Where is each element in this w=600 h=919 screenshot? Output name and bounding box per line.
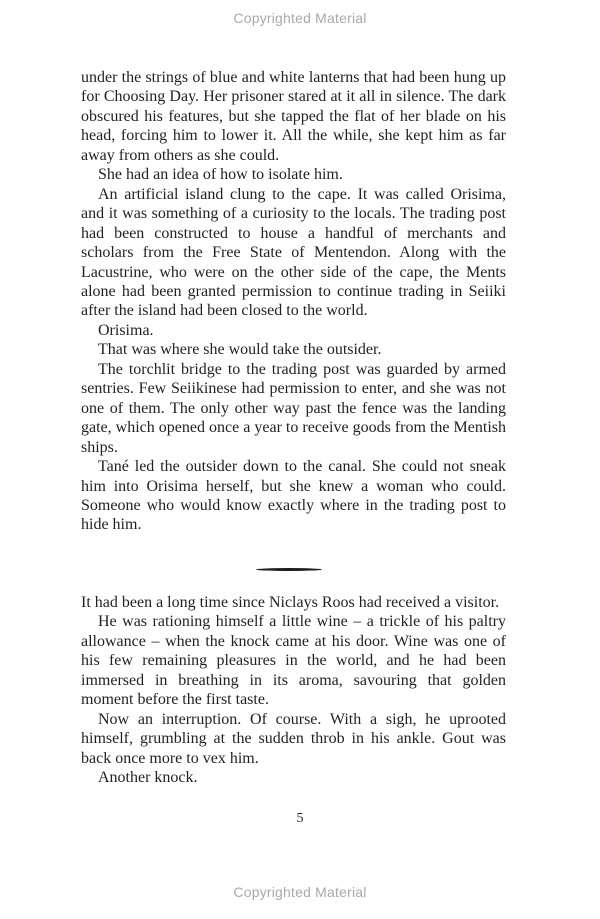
copyright-watermark-bottom: Copyrighted Material xyxy=(233,884,367,900)
paragraph: He was rationing himself a little wine – a trickle of his paltry allowance – when the knock came at his door. Wine was one of his few remaining pleasures in the world, and he had been immersed in breathing in its aroma, savouring that golden moment before the first taste. xyxy=(81,613,506,709)
paragraph: That was where she would take the outsider. xyxy=(98,341,382,359)
paragraph: Now an interruption. Of course. With a sigh, he uprooted himself, grumbling at the sudden throb in his ankle. Gout was back once more to vex him. xyxy=(81,710,506,767)
scene-break-ornament xyxy=(256,568,322,571)
body-text-part-1 xyxy=(81,68,506,535)
paragraph: She had an idea of how to isolate him. xyxy=(98,166,343,184)
paragraph: under the strings of blue and white lanterns that had been hung up for Choosing Day. Her prisoner stared at it all in silence. The dark obscured his features, but she tapped the flat of her blade on his head, forcing him to lower it. All the while, she kept him as far away from others as she could. xyxy=(81,69,506,164)
copyright-watermark-top: Copyrighted Material xyxy=(233,10,367,26)
page-number: 5 xyxy=(296,811,304,826)
paragraph: Orisima. xyxy=(98,321,154,339)
paragraph: It had been a long time since Niclays Roos had received a visitor. xyxy=(81,594,500,611)
paragraph: Tané led the outsider down to the canal. She could not sneak him into Orisima herself, but she knew a woman who could. Someone who would know exactly where in the trading post to hide him. xyxy=(81,458,506,534)
body-text-part-2 xyxy=(81,593,506,788)
paragraph: Another knock. xyxy=(98,769,198,787)
paragraph: An artificial island clung to the cape. It was called Orisima, and it was something of a curiosity to the locals. The trading post had been constructed to house a handful of merchants and scholars from the Free State of Mentendon. Along with the Lacustrine, who were on the other side of the cape, the Ments alone had been granted permission to continue trading in Seiiki after the island had been closed to the world. xyxy=(81,185,506,320)
paragraph: The torchlit bridge to the trading post was guarded by armed sentries. Few Seiikinese had permission to enter, and she was not one of them. The only other way past the fence was the landing gate, which opened once a year to receive goods from the Mentish ships. xyxy=(81,360,506,456)
